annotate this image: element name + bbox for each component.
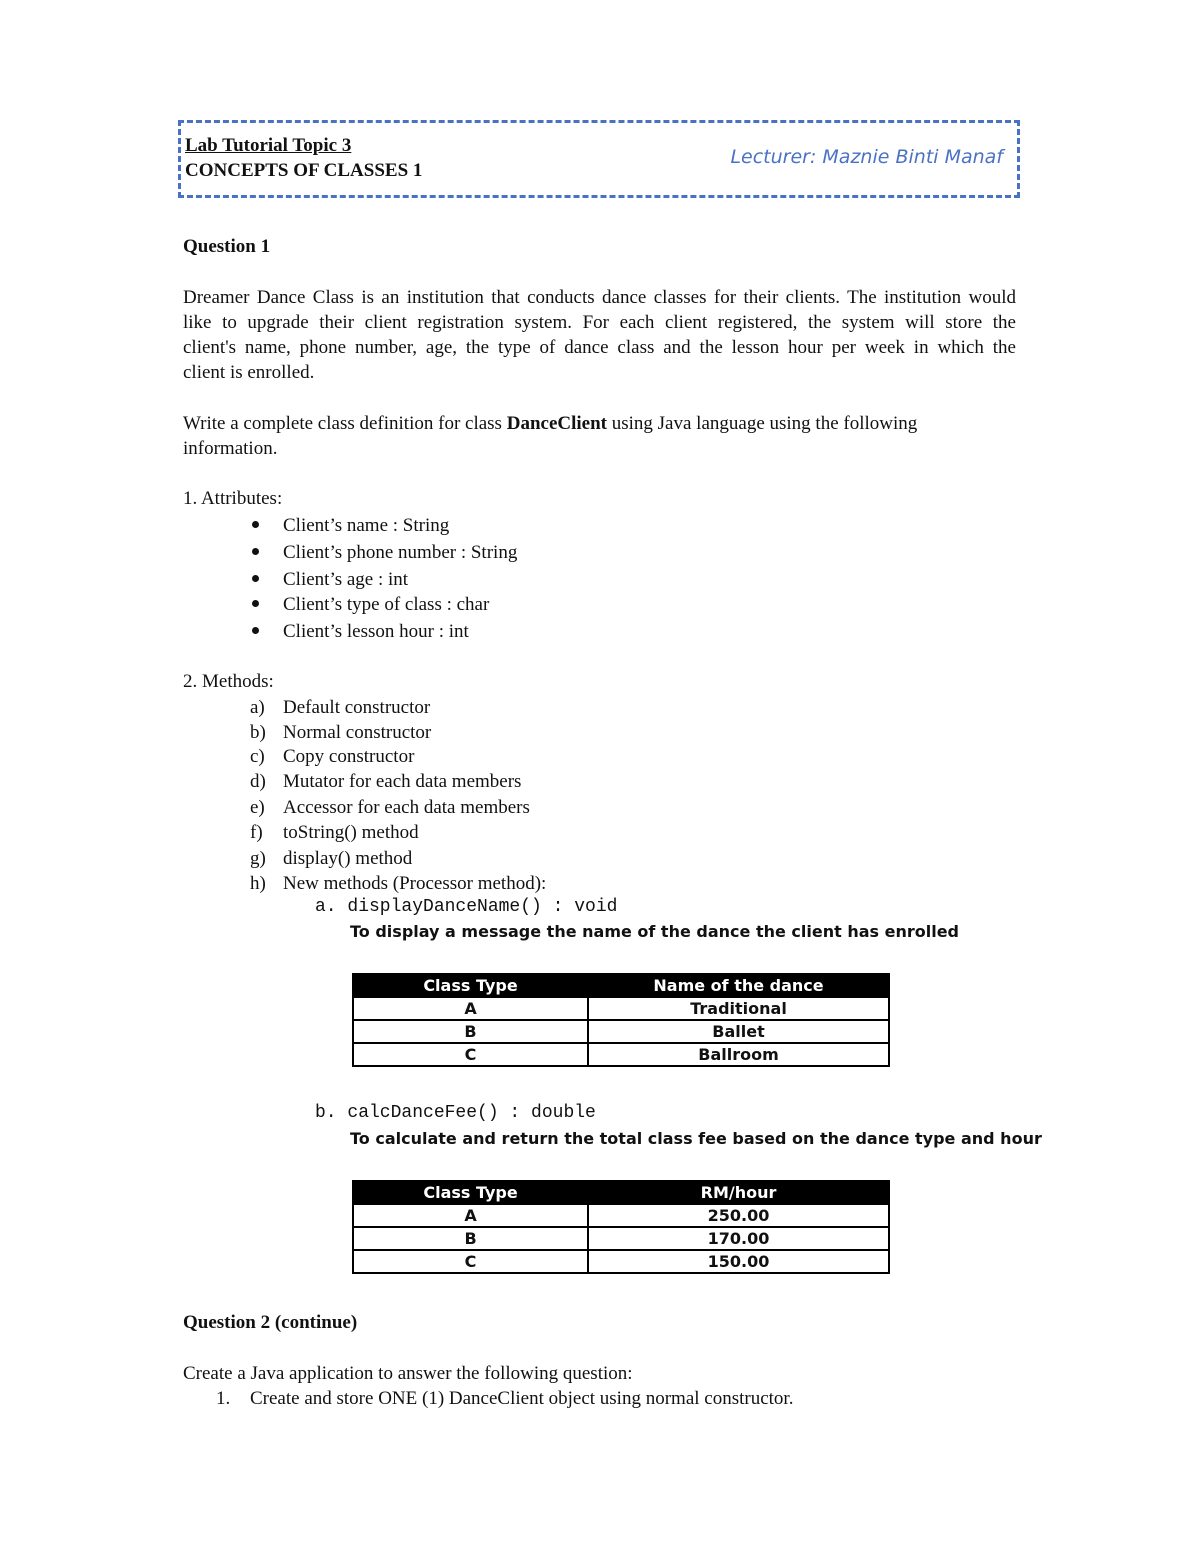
attribute-item: Client’s lesson hour : int (283, 621, 469, 642)
intro-line-2: like to upgrade their client registration system. For each client registered, the system will store the (183, 312, 1016, 333)
intro-line-3: client's name, phone number, age, the type of dance class and the lesson hour per week in which the (183, 337, 1016, 358)
table-cell: A (353, 1204, 588, 1227)
method-item: New methods (Processor method): (283, 873, 547, 894)
lecturer-name: Lecturer: Maznie Binti Manaf (730, 146, 1003, 168)
bullet-icon (252, 521, 259, 528)
table-cell: C (353, 1043, 588, 1066)
method-letter: b) (250, 722, 266, 743)
table-cell: Ballroom (588, 1043, 889, 1066)
table-header-cell: Name of the dance (588, 974, 889, 997)
attributes-heading: 1. Attributes: (183, 488, 283, 509)
question-2-intro: Create a Java application to answer the following question: (183, 1363, 633, 1384)
intro-line-4: client is enrolled. (183, 362, 315, 383)
table-cell: C (353, 1250, 588, 1273)
table-cell: 250.00 (588, 1204, 889, 1227)
table-cell: 150.00 (588, 1250, 889, 1273)
table-cell: 170.00 (588, 1227, 889, 1250)
table-header-cell: Class Type (353, 974, 588, 997)
table-cell: A (353, 997, 588, 1020)
question-2-title: Question 2 (continue) (183, 1312, 358, 1333)
task-text-after: using Java language using the following (606, 413, 918, 434)
task-line-1 (183, 414, 917, 433)
table-cell: B (353, 1020, 588, 1043)
intro-line-1: Dreamer Dance Class is an institution that conducts dance classes for their clients. The institution would (183, 287, 1016, 308)
header-box (178, 120, 1020, 198)
topic-subtitle: CONCEPTS OF CLASSES 1 (185, 160, 423, 181)
table-row (353, 997, 889, 1020)
table-cell: B (353, 1227, 588, 1250)
dance-name-table (352, 973, 890, 1067)
table-header-cell: Class Type (353, 1181, 588, 1204)
question-2-item-number: 1. (216, 1388, 231, 1409)
task-line-2: information. (183, 438, 278, 459)
attribute-item: Client’s age : int (283, 569, 409, 590)
method-letter: c) (250, 746, 265, 767)
method-item: display() method (283, 848, 413, 869)
bullet-icon (252, 600, 259, 607)
method-item: Normal constructor (283, 722, 432, 743)
bullet-icon (252, 548, 259, 555)
table-header-row (353, 1181, 889, 1204)
method-item: Default constructor (283, 697, 431, 718)
attribute-item: Client’s name : String (283, 515, 450, 536)
method-letter: f) (250, 822, 263, 843)
method-signature-display-dance-name: a. displayDanceName() : void (315, 897, 618, 917)
question-1-title: Question 1 (183, 236, 271, 257)
attribute-item: Client’s phone number : String (283, 542, 518, 563)
method-signature-calc-dance-fee: b. calcDanceFee() : double (315, 1103, 596, 1123)
table-header-cell: RM/hour (588, 1181, 889, 1204)
table-header-row (353, 974, 889, 997)
bullet-icon (252, 627, 259, 634)
bullet-icon (252, 575, 259, 582)
table-row (353, 1250, 889, 1273)
method-description-calc-dance-fee: To calculate and return the total class fee based on the dance type and hour (350, 1129, 1042, 1148)
method-description-display-dance-name: To display a message the name of the dance the client has enrolled (350, 922, 959, 941)
table-row (353, 1227, 889, 1250)
method-letter: a) (250, 697, 265, 718)
attribute-item: Client’s type of class : char (283, 594, 490, 615)
table-cell: Ballet (588, 1020, 889, 1043)
class-name: DanceClient (506, 413, 607, 434)
topic-title: Lab Tutorial Topic 3 (185, 135, 352, 156)
method-item: Copy constructor (283, 746, 415, 767)
table-row (353, 1020, 889, 1043)
table-row (353, 1043, 889, 1066)
method-letter: e) (250, 797, 265, 818)
method-item: Accessor for each data members (283, 797, 530, 818)
dance-fee-table (352, 1180, 890, 1274)
method-letter: h) (250, 873, 266, 894)
method-letter: d) (250, 771, 266, 792)
method-item: Mutator for each data members (283, 771, 522, 792)
question-2-item: Create and store ONE (1) DanceClient object using normal constructor. (250, 1388, 794, 1409)
methods-heading: 2. Methods: (183, 671, 274, 692)
table-cell: Traditional (588, 997, 889, 1020)
table-row (353, 1204, 889, 1227)
method-letter: g) (250, 848, 266, 869)
method-item: toString() method (283, 822, 419, 843)
task-text-before: Write a complete class definition for class (183, 413, 507, 434)
